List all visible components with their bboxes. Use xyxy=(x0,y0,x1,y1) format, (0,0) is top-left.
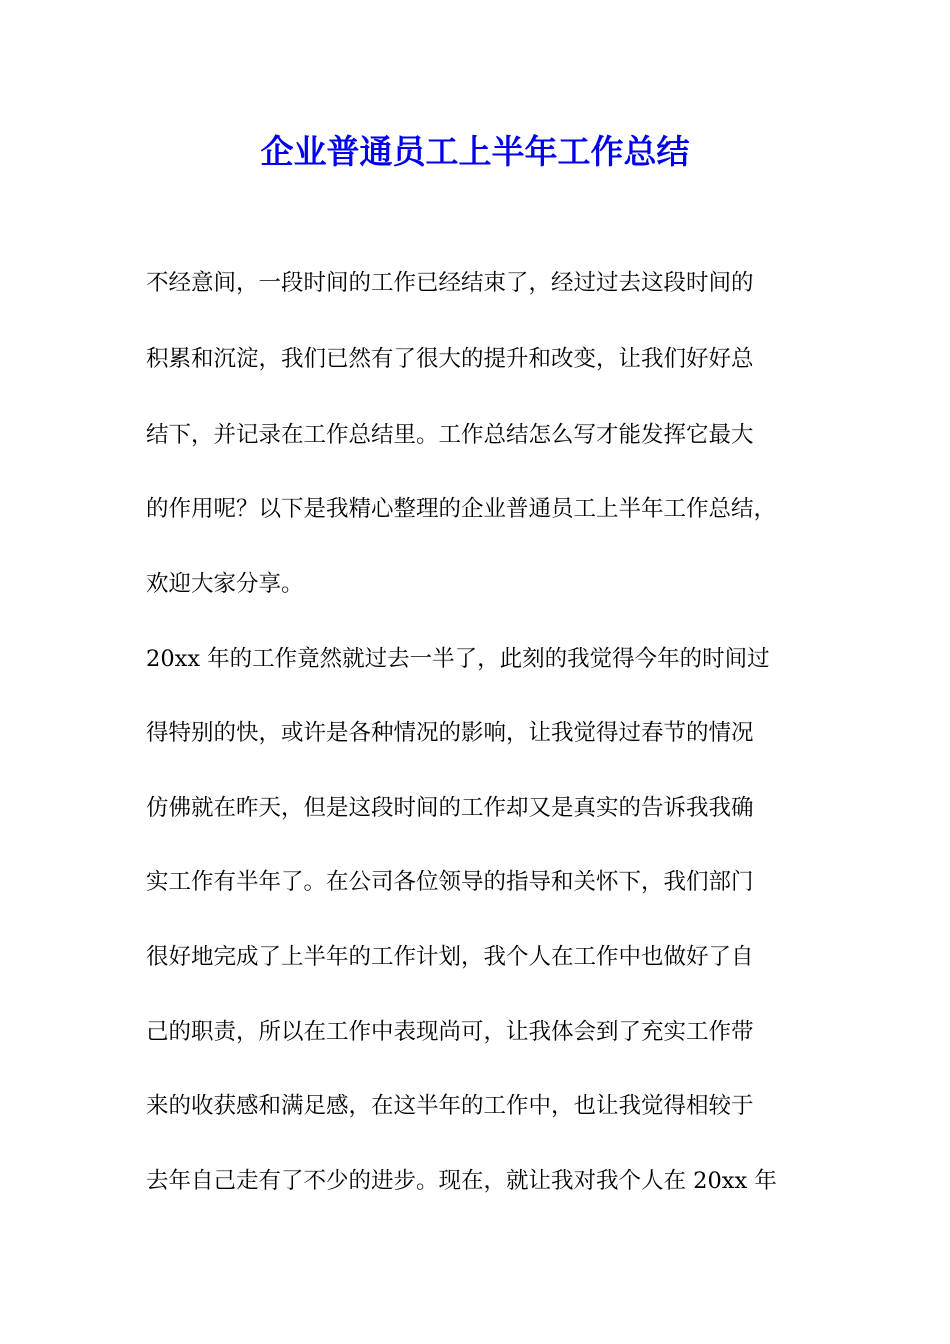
paragraph-line: 实工作有半年了。在公司各位领导的指导和关怀下，我们部门 xyxy=(146,869,754,895)
page-title: 企业普通员工上半年工作总结 xyxy=(260,132,690,171)
paragraph-line: 很好地完成了上半年的工作计划，我个人在工作中也做好了自 xyxy=(146,944,754,970)
paragraph-line: 己的职责，所以在工作中表现尚可，让我体会到了充实工作带 xyxy=(146,1019,754,1045)
paragraph-line: 来的收获感和满足感，在这半年的工作中，也让我觉得相较于 xyxy=(146,1093,754,1119)
paragraph-line: 仿佛就在昨天，但是这段时间的工作却又是真实的告诉我我确 xyxy=(146,795,754,821)
paragraph-line: 得特别的快，或许是各种情况的影响，让我觉得过春节的情况 xyxy=(146,720,754,746)
paragraph-line: 20xx 年的工作竟然就过去一半了，此刻的我觉得今年的时间过 xyxy=(146,646,770,672)
paragraph-line: 去年自己走有了不少的进步。现在，就让我对我个人在 20xx 年 xyxy=(146,1168,777,1194)
paragraph-line: 结下，并记录在工作总结里。工作总结怎么写才能发挥它最大 xyxy=(146,422,754,448)
paragraph-line: 的作用呢？以下是我精心整理的企业普通员工上半年工作总结， xyxy=(146,496,777,522)
paragraph-line: 欢迎大家分享。 xyxy=(146,571,304,597)
paragraph-line: 不经意间，一段时间的工作已经结束了，经过过去这段时间的 xyxy=(146,270,754,296)
paragraph-line: 积累和沉淀，我们已然有了很大的提升和改变，让我们好好总 xyxy=(146,346,754,372)
